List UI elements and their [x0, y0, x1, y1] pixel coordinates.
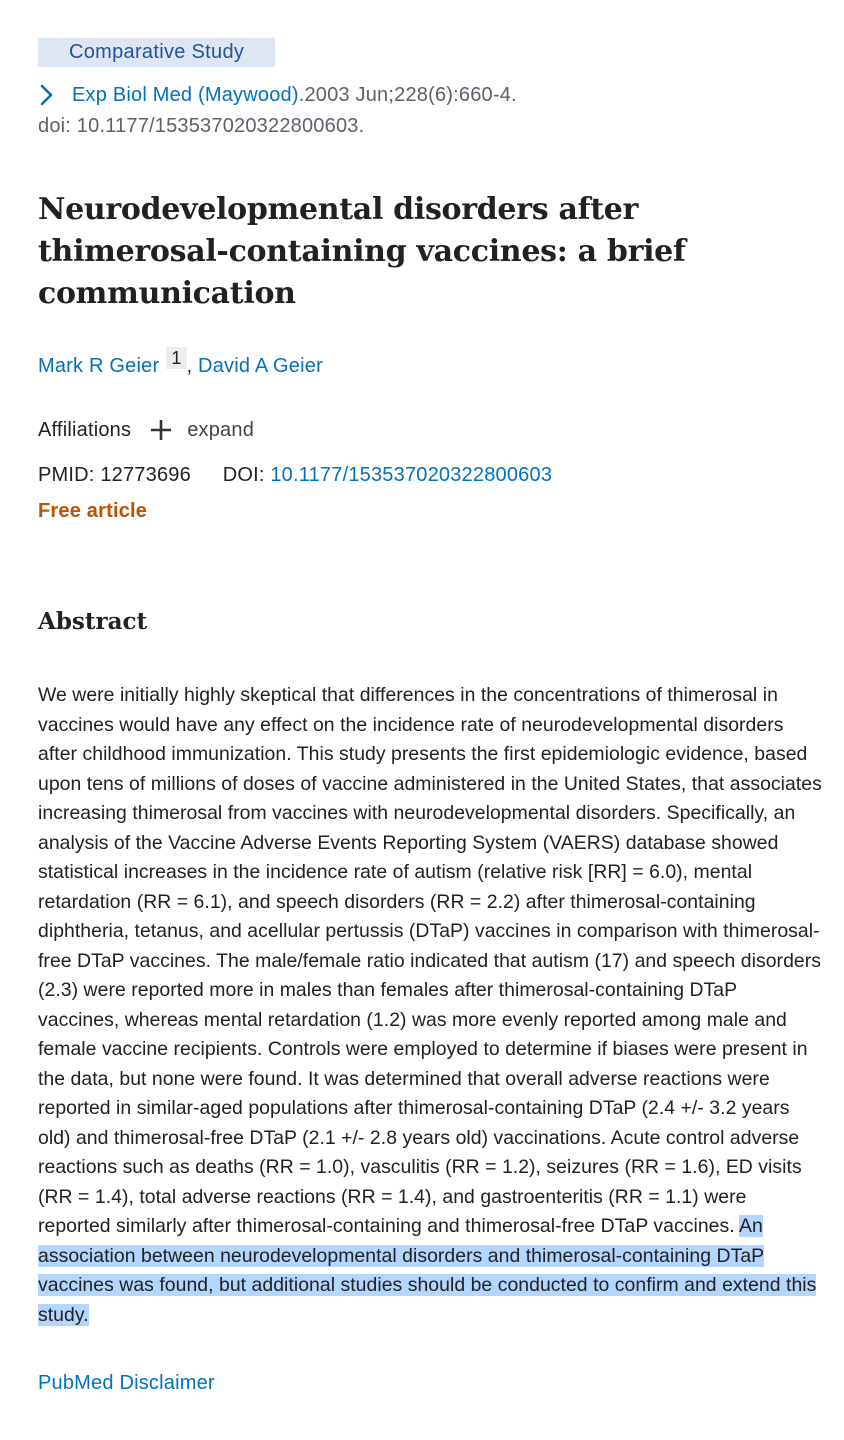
affiliation-reference[interactable]: 1 — [166, 347, 186, 369]
author-link[interactable]: David A Geier — [198, 355, 323, 377]
publication-type-badge: Comparative Study — [38, 38, 275, 67]
pubmed-disclaimer — [38, 1368, 822, 1398]
author-separator: , — [186, 355, 199, 377]
article-identifiers — [38, 460, 822, 490]
plus-icon[interactable] — [149, 418, 173, 442]
doi-label: DOI: — [222, 464, 271, 486]
affiliations-toggle[interactable] — [38, 415, 822, 445]
free-article-label: Free article — [38, 500, 148, 522]
citation-details: 2003 Jun;228(6):660-4. — [304, 84, 517, 106]
author-list — [38, 348, 822, 381]
abstract-body: We were initially highly skeptical that differences in the concentrations of thimerosal in vaccines would have any effect on the incidence rate of neurodevelopmental disorders after childhood immunization. This study presents the first epidemiologic evidence, based upon tens of millions of doses of vaccine administered in the United States, that associates increasing thimerosal from vaccines with neurodevelopmental disorders. Specifically, an analysis of the Vaccine Adverse Events Reporting System (VAERS) database showed statistical increases in the incidence rate of autism (relative risk [RR] = 6.0), mental retardation (RR = 6.1), and speech disorders (RR = 2.2) after thimerosal-containing diphtheria, tetanus, and acellular pertussis (DTaP) vaccines in comparison with thimerosal-free DTaP vaccines. The male/female ratio indicated that autism (17) and speech disorders (2.3) were reported more in males than females after thimerosal-containing DTaP vaccines, whereas mental retardation (1.2) was more evenly reported among male and female vaccine recipients. Controls were employed to determine if biases were present in the data, but none were found. It was determined that overall adverse reactions were reported in similar-aged populations after thimerosal-containing DTaP (2.4 +/- 3.2 years old) and thimerosal-free DTaP (2.1 +/- 2.8 years old) vaccinations. Acute control adverse reactions such as deaths (RR = 1.0), vasculitis (RR = 1.2), seizures (RR = 1.6), ED visits (RR = 1.4), total adverse reactions (RR = 1.4), and gastroenteritis (RR = 1.1) were reported similarly after thimerosal-containing and thimerosal-free DTaP vaccines. — [38, 684, 822, 1237]
article-title: Neurodevelopmental disorders after thimerosal-containing vaccines: a brief communication — [38, 192, 686, 311]
doi-link[interactable]: 10.1177/153537020322800603 — [270, 464, 553, 486]
journal-citation — [38, 80, 822, 110]
abstract-heading: Abstract — [38, 608, 148, 635]
expand-label[interactable]: expand — [187, 419, 255, 441]
abstract-selected-text: An association between neurodevelopmental disorders and thimerosal-containing DTaP vaccines was found, but additional studies should be conducted to confirm and extend this study. — [38, 1215, 817, 1326]
pmid-label: PMID: — [38, 464, 101, 486]
pmid-value: 12773696 — [100, 464, 191, 486]
disclaimer-link[interactable]: PubMed Disclaimer — [38, 1372, 215, 1394]
chevron-right-icon[interactable] — [38, 80, 60, 110]
journal-link[interactable]: Exp Biol Med (Maywood). — [72, 84, 305, 106]
abstract-text — [38, 681, 822, 1330]
author-link[interactable]: Mark R Geier — [38, 355, 160, 377]
citation-doi: doi: 10.1177/153537020322800603. — [38, 115, 365, 137]
affiliations-label: Affiliations — [38, 419, 132, 441]
article-page — [38, 38, 822, 1398]
